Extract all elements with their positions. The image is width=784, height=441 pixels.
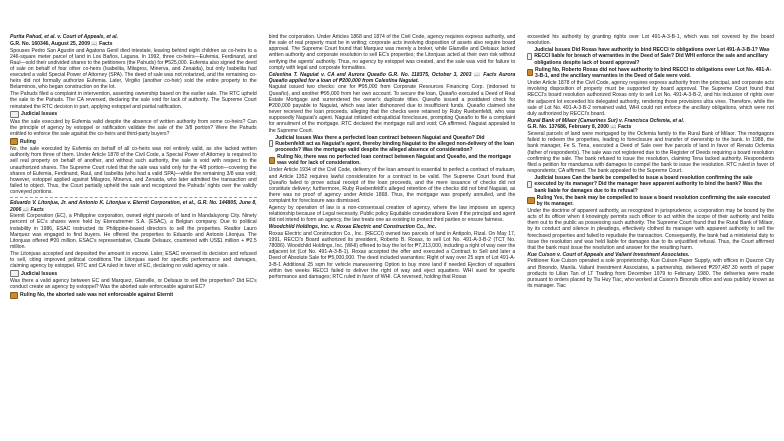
gavel-icon [527, 197, 534, 204]
column-right [527, 34, 774, 441]
body-paragraph: Naguiat issued two checks: one for ₱95,000 from Corporate Resources Financing Corp. (indorsed to Queaño), and another ₱95,000 from her own account. To secure the loan, Queaño executed a Deed of Real Estate Mortgage and surrendered the owner's duplicate titles. Queaño issued a postdated check for ₱200,000 payable to Naguiat, which was later dishonored due to insufficient funds. Queaño claimed she never received the loan proceeds, alleging that the checks were retained by Ruby Ruebenfeldt, who was supposedly Naguiat's agent. Naguiat initiated extrajudicial foreclosure, prompting Queaño to file a complaint for annulment of the mortgage. RTC declared the mortgage null and void; CA affirmed. Naguiat appealed to the Supreme Court. [268, 84, 516, 134]
body-paragraph: Was there a valid agency between EC and Marquez, Glanville, or Delsaux to sell the properties? Did EC's conduct create an agency by estoppel? Was the aborted sale enforceable against EC? [10, 278, 257, 291]
gavel-icon [10, 292, 18, 299]
issues-heading [527, 47, 774, 65]
heading-text: Judicial Issues Can the bank be compelled to issue a board resolution confirming the sale executed by its manager? Did the manager have apparent authority to bind the bank? Was the bank liable for damages due to its refusal? [534, 175, 763, 194]
case-title: Kue Cuison v. Court of Appeals and Valiant Investment Associates. [527, 251, 690, 258]
heading-text: Ruling [20, 138, 36, 145]
body-paragraph: The Pahuds filed a complaint in intervention, asserting ownership based on the earlier sale. The RTC upheld the sale to the Pahuds. The CA reversed, declaring the sale void for lack of authority. The Supreme Court reinstated the RTC decision in part, applying estoppel and partial ratification. [10, 91, 257, 110]
gavel-icon [10, 138, 18, 145]
body-paragraph: Agency by operation of law is a non-consensual creation of agency, where the law imposes an agency relationship because of Legal necessity. Public policy Equitable considerations Even if the principal and agent did not intend to form an agency, the law treats one as existing to protect third parties or ensure fairness. [268, 205, 516, 224]
heading-text: Ruling No, there was no perfected loan contract between Naguiat and Queaño, and the mortgage was void for lack of consideration. [277, 154, 512, 167]
ruling-heading [10, 138, 257, 145]
heading-text: Ruling Yes, the bank may be compelled to issue a board resolution confirming the sale executed by its manager. [536, 194, 771, 207]
body-paragraph: bind the corporation. Under Articles 1868 and 1874 of the Civil Code, agency requires express authority, and the sale of real property must be in writing; corporate acts involving disposition of assets also require board approval. The Supreme Court found that Marquez was merely a broker, while Glanville and Delsaux lacked written authority and corporate resolution to sell EC's properties; the Litonjuas acted at their own risk without verifying the agents' authority. Thus, no agency by estoppel was created, and the sale was void for failure to comply with legal and corporate formalities. [268, 34, 516, 71]
issues-heading [269, 135, 516, 153]
book-icon [10, 111, 19, 118]
ruling-heading [10, 292, 257, 299]
body-paragraph: No, the sale executed by Eufemia on behalf of all co-heirs was not entirely valid, as she lacked written authority from three of them. Under Article 1878 of the Civil Code, a Special Power of Attorney is required to sell real property on behalf of another, and without such authority, the sale is void with respect to the unauthorized shares. The Supreme Court ruled that the sale was valid only for the 4/8 portion—covering the shares of Eufemia, Ferdinand, Raul, and Isabelita (who had a valid SPA)—while the remaining 3/8 was void; however, estoppel applied against Milagros, Minerva, and Zenaida, who later admitted the transaction and failed to object. Thus, the Court partially upheld the sale and recognized the Pahuds' rights over the validly conveyed portions. [10, 146, 257, 196]
case-citation: G.R. No. 137686, February 8, 2000 📖 Facts [527, 124, 632, 131]
body-paragraph: The Litonjuas accepted and deposited the amount in escrow. Later, ESAC reversed its decision and refused to sell, citing improved political conditions.The Litonjuas sued for specific performance and damages, claiming agency by estoppel. RTC and CA ruled in favor of EC, declaring no valid agency or sale. [10, 250, 257, 270]
ruling-heading [527, 67, 774, 79]
body-paragraph: Under Article 1934 of the Civil Code, delivery of the loan amount is essential to perfect a contract of mutuum, and Article 1352 requires lawful consideration for a contract to be valid. The Supreme Court found that Queaño failed to prove actual receipt of the loan proceeds, and the mere issuance of checks did not constitute delivery; furthermore, Ruby Ruebenfeldt's alleged retention of the checks did not bind Naguiat, as there was no proof of agency under Article 1868. Thus, the mortgage was properly annulled, and the complaint for foreclosure was dismissed. [268, 167, 516, 205]
case-title: Woodchild Holdings, Inc. v. Roxas Electric and Construction Co., Inc. [268, 224, 437, 231]
heading-text: Judicial Issues Did Roxas have authority to bind RECCI to obligations over Lot 491-A-3-B-1? Was RECCI liable for breach of warranties in the Deed of Sale? Did WHI enforce the sale and ancillary obligations despite lack of board approval? [534, 47, 770, 66]
body-paragraph: Under Article 1878 of the Civil Code, agency requires express authority from the principal, and corporate acts involving disposition of property must be supported by board approval. The Supreme Court found that RECCI's board resolution authorized Roxas only to sell Lot No. 491-A-3-B-2, and his inclusion of rights over the adjacent lot exceeded his delegated authority, rendering those provisions ultra vires. Therefore, while the sale of Lot No. 491-A-3-B-2 remained valid, WHI could not enforce the ancillary obligations, which were not duly authorized by RECCI's board. [527, 80, 775, 117]
body-paragraph: Was the sale executed by Eufemia valid despite the absence of written authority from some co-heirs? Can the principle of agency by estoppel or ratification validate the sale of the 3/8 portion? Were the Pahuds entitled to enforce the sale against the co-heirs and third-party buyers? [10, 118, 257, 137]
case-title: Eduardo V. Litonjua, Jr. and Antonio K. Litonjua v. Eternit Corporation, et al., G.R. No. 144805, June 8, 2006 📖 Facts [10, 200, 257, 213]
heading-text: Judicial Issues Was there a perfected loan contract between Naguiat and Queaño? Did Ruebenfeldt act as Naguiat's agent, thereby binding Naguiat to the alleged non-delivery of the loan proceeds? Was the mortgage valid despite the alleged absence of consideration? [275, 134, 514, 153]
body-paragraph: Petitioner Kue Cuison operated a sole proprietorship, Kue Cuison Paper Supply, with offices in Quezon City and Binondo, Manila. Valiant Investment Associates, a partnership, delivered ₱297,487.30 worth of paper products to Lilian Tan of LT Trading from December 1979 to February 1980. The deliveries were made pursuant to orders placed by Tiu Huy Tiac, who worked at Cuison's Binondo office and was publicly known as its manager. Tiac [527, 258, 775, 290]
book-icon [527, 53, 532, 60]
column-middle [269, 34, 516, 441]
column-left [10, 34, 257, 441]
ruling-heading [527, 195, 774, 207]
gavel-icon [269, 157, 275, 164]
book-icon [527, 181, 532, 188]
issues-heading [10, 270, 257, 277]
gavel-icon [527, 69, 533, 76]
case-title: Purita Pahud, et al. v. Court of Appeals, et al. [10, 34, 118, 40]
case-citation: G.R. No. 160346, August 25, 2009 📖 Facts [10, 40, 113, 47]
heading-text: Judicial Issues [21, 270, 58, 277]
body-paragraph: Several parcels of land were mortgaged by the Ocfemia family to the Rural Bank of Milaor. The mortgagors failed to redeem the properties, leading to foreclosure and transfer of ownership to the bank. In 1988, the bank manager, Fe S. Tena, executed a Deed of Sale over five parcels of land in favor of Renato Ocfemia (father of respondents). The sale was not registered due to the Register of Deeds requiring a board resolution confirming the sale. The bank refused to issue the resolution, claiming Tena lacked authority. Respondents filed a petition for mandamus with damages to compel the bank to issue the resolution. RTC ruled in favor of respondents; CA affirmed. The bank appealed to the Supreme Court. [527, 131, 775, 175]
section-divider [10, 197, 257, 198]
body-paragraph: Spouses Pedro San Agustin and Agatona Genil died intestate, leaving behind eight children as co-heirs to a 246-square meter parcel of land in Los Baños, Laguna. In 1992, three co-heirs—Eufemia, Ferdinand, and Raul—sold their undivided shares to the petitioners (the Pahuds) for ₱525,000. Eufemia also signed the deed of sale on behalf of four other co-heirs (Isabelita, Milagros, Minerva, and Zenaida), but only Isabelita had executed a valid Special Power of Attorney (SPA). The deed of sale was not notarized, and the remaining co-heirs did not formally authorize Eufemia. Later, Virgilio (another co-heir) sold the entire property to the Belarminos, who began construction on the lot. [10, 47, 257, 91]
body-paragraph: exceeded his authority by granting rights over Lot 491-A-3-B-1, which was not covered by the board resolution. [527, 34, 775, 47]
body-paragraph: Under the doctrine of apparent authority, as recognized in jurisprudence, a corporation may be bound by the acts of its officer when it knowingly permits such officer to act within the scope of their authority and holds them out to the public as possessing such authority. The Supreme Court found that the Rural Bank of Milaor, by its conduct and silence in pleadings, effectively clothed its manager with apparent authority to sell the foreclosed properties and failed to repudiate the transaction. Consequently, the bank had a ministerial duty to issue the resolution and was held liable for damages due to its unjustified refusal. Thus, the Court affirmed that the bank must issue the resolution and answer for the resulting harm. [527, 208, 775, 251]
issues-heading [527, 175, 774, 193]
body-paragraph: Roxas Electric and Construction Co., Inc. (RECCI) owned two parcels of land in Antipolo, Rizal. On May 17, 1991, RECCI's Board authorized its president, Roberto B. Roxas, to sell Lot No. 491-A-3-B-2 (TCT No. 78086). Woodchild Holdings, Inc. (WHI) offered to buy the lot for ₱7,213,000, including a right of way over the adjacent lot (Lot No. 491-A-3-B-1). Roxas accepted the offer and executed a Contract to Sell and later a Deed of Absolute Sale for ₱5,000,000. The deed included warranties: Right of way over 25 sqm of Lot 491-A-3-B-1 Additional 25 sqm for vehicle maneuvering Option to buy more land if needed Ejection of squatters within two weeks RECCI failed to deliver the right of way and eject squatters. WHI sued for specific performance and damages; RTC ruled in favor of WHI. CA reversed, holding that Roxas [268, 230, 516, 280]
heading-text: Ruling No, Roberto Roxas did not have authority to bind RECCI to obligations over Lot No. 491-A-3-B-1, and the ancillary warranties in the Deed of Sale were void. [535, 66, 772, 79]
case-title: Rural Bank of Milaor (Camarines Sur) v. Francisca Ocfemia, et al. [527, 117, 685, 124]
case-title: Celestina T. Naguiat v. CA and Aurora Queaño G.R. No. 118375, October 3, 2003 📖 Facts Aurora Queaño applied for a loan of ₱200,000 from Celestina Naguiat. [268, 71, 516, 84]
book-icon [10, 270, 19, 277]
heading-text: Ruling No, the aborted sale was not enforceable against Eternit [20, 292, 174, 299]
ruling-heading [269, 154, 516, 166]
heading-text: Judicial Issues [21, 111, 58, 118]
body-paragraph: Eternit Corporation (EC), a Philippine corporation, owned eight parcels of land in Mandaluyong City. Ninety percent of EC's shares were held by Eteroutremer S.A. (ESAC), a Belgian company. Due to political instability in 1986, ESAC instructed its Philippine-based directors to sell the properties. Realtor Lauro Marquez was engaged to find buyers. He offered the properties to Eduardo and Antonio Litonjua. The Litonjuas offered ₱20 million. ESAC's representative, Claude Delsaux, countered with US$1 million + ₱2.5 million. [10, 213, 257, 251]
book-icon [269, 140, 274, 147]
issues-heading [10, 111, 257, 118]
